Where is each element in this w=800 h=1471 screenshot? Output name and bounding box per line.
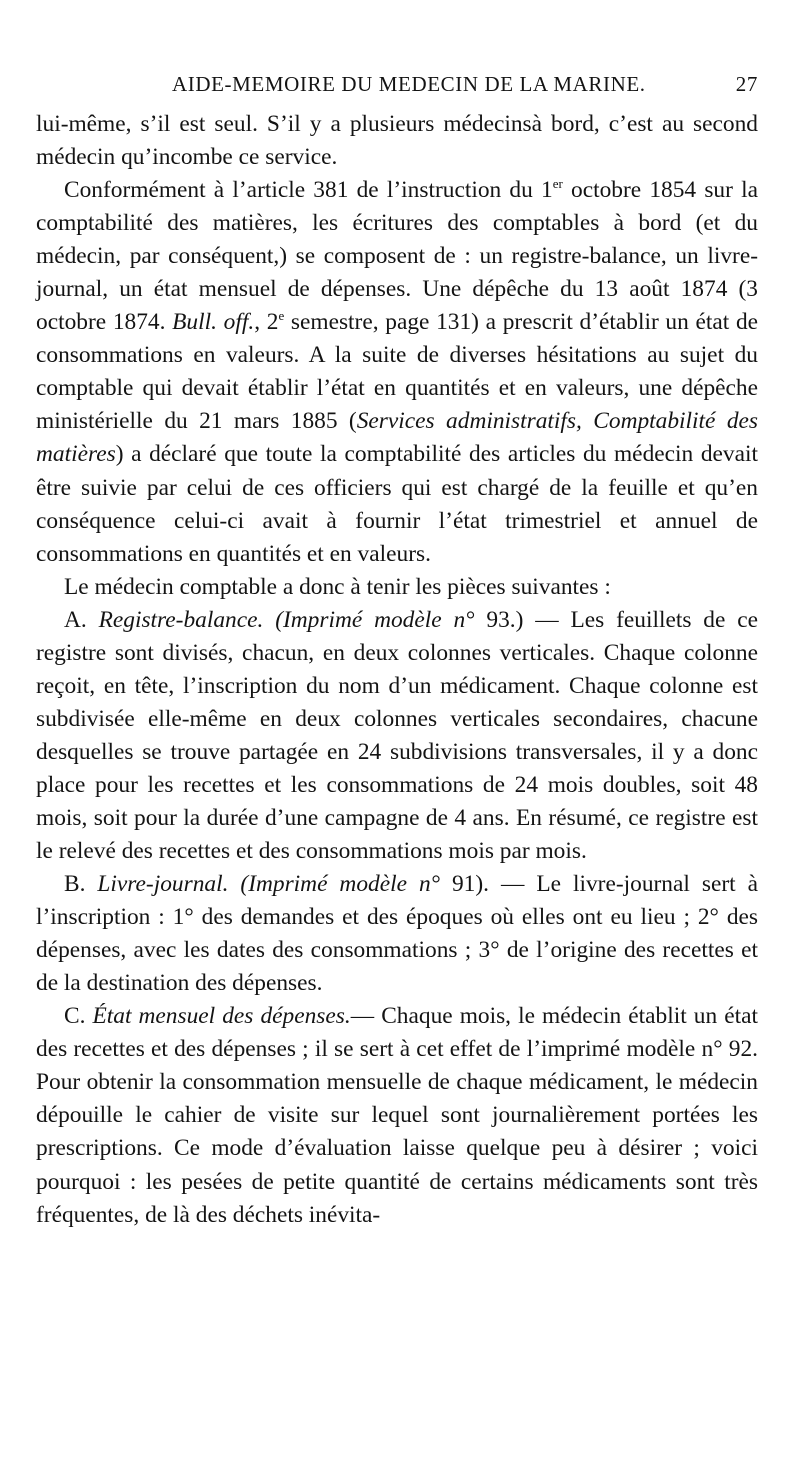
section-letter: A. [64, 606, 99, 633]
text-run: 93.) — Les feuillets de ce registre sont divisés, chacun, en deux colonnes verticales. Chaque colonne reçoit, en tête, l’inscription du nom d’un médicament. Chaque colonne est subdivisée elle-même en deux colonnes verticales secondaires, chacune desquelles se trouve partagée en 24 subdivisions transversales, il y a donc place pour les recettes et les consommations de 24 mois doubles, soit 48 mois, soit pour la durée d’une campagne de 4 ans. En résumé, ce registre est le relevé des recettes et des consommations mois par mois. [36, 606, 758, 865]
running-header [36, 64, 758, 98]
body-text [36, 108, 758, 1232]
book-page [36, 64, 758, 1232]
text-run: Conformément à l’article 381 de l’instruction du 1 [64, 177, 553, 204]
paragraph-livre-journal [36, 868, 758, 1000]
text-run: 91). — Le livre-journal sert à l’inscription : 1° des demandes et des époques où elles ont eu lieu ; 2° des dépenses, avec les dates des consommations ; 3° de l’origine des recettes et de la destination des dépenses. [36, 871, 758, 997]
text-run: ) a déclaré que toute la comptabilité des articles du médecin devait être suivie par celui de ces officiers qui est chargé de la feuille et qu’en conséquence celui-ci avait à fournir l’état trimestriel et annuel de consommations en quantités et en valeurs. [36, 441, 758, 567]
italic-citation: Services administratifs, Comptabilité des matières [36, 408, 759, 468]
italic-citation: Bull. off. [172, 309, 255, 336]
section-letter: B. [64, 871, 98, 898]
paragraph-continuation: lui-même, s’il est seul. S’il y a plusieurs médecinsà bord, c’est au second médecin qu’incombe ce service. [36, 111, 758, 171]
text-run: semestre, page 131) a prescrit d’établir un état de consommations en valeurs. A la suite de diverses hésitations au sujet du comptable qui devait établir l’état en quantités et en valeurs, une dépêche ministérielle du 21 mars 1885 ( [36, 309, 759, 435]
superscript: er [552, 176, 563, 192]
text-run: octobre 1854 sur la comptabilité des matières, les écritures des comptables à bord (et du médecin, par conséquent,) se composent de : un registre-balance, un livre-journal, un état mensuel de dépenses. Une dépêche du 13 août 1874 (3 octobre 1874. [36, 177, 758, 336]
text-run: , 2 [254, 309, 279, 336]
text-run: — Chaque mois, le médecin établit un état des recettes et des dépenses ; il se sert à cet effet de l’imprimé modèle n° 92. Pour obtenir la consommation mensuelle de chaque médicament, le médecin dépouille le cahier de visite sur lequel sont journalièrement portées les prescriptions. Ce mode d’évaluation laisse quelque peu à désirer ; voici pourquoi : les pesées de petite quantité de certains médicaments sont très fréquentes, de là des déchets inévita- [36, 1003, 758, 1228]
page-number: 27 [735, 72, 758, 96]
italic-heading: Registre-balance. (Imprimé modèle n° [98, 606, 475, 633]
paragraph-etat-mensuel [36, 1000, 758, 1231]
running-title: AIDE-MEMOIRE DU MEDECIN DE LA MARINE. [172, 72, 646, 96]
superscript: e [278, 308, 285, 324]
italic-heading: Livre-journal. (Imprimé modèle n° [97, 871, 440, 898]
section-letter: C. [64, 1003, 93, 1030]
paragraph-instruction-1854 [36, 174, 758, 571]
paragraph-pieces: Le médecin comptable a donc à tenir les pièces suivantes : [64, 573, 611, 600]
paragraph-registre-balance [36, 604, 758, 868]
italic-heading: État mensuel des dépenses. [92, 1003, 351, 1030]
